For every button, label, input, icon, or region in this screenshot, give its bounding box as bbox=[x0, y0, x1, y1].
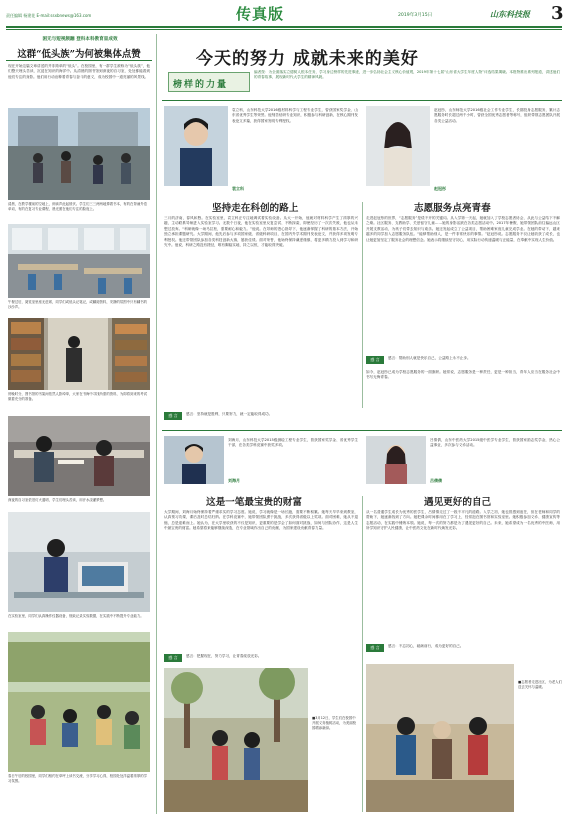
masthead bbox=[0, 0, 570, 28]
label-remark-b: 感 言 bbox=[366, 356, 384, 364]
left-rule bbox=[6, 60, 152, 61]
portrait-profile-2 bbox=[366, 106, 430, 186]
banner-label: 榜样的力量 bbox=[173, 80, 229, 90]
masthead-rule-thin bbox=[6, 29, 562, 30]
profile-3-name: 刘海月 bbox=[228, 478, 240, 483]
label-remark-a: 感 言 bbox=[164, 412, 182, 420]
photo-morning-reading bbox=[8, 108, 150, 200]
profile-1-text: 袁立科，山东科技大学2016级材料科学与工程专业学生，曾获国家奖学金、山东省优秀学生等荣誉。他刻苦钻研专业知识，积极参与科研创新，在核心期刊发表论文多篇，获得国家发明专利授权。 bbox=[232, 108, 358, 123]
portrait-profile-3 bbox=[164, 436, 224, 484]
caption-reading-room: 午餐过后，阅览室里座无虚席，同学们或低头记笔记，或翻阅资料，安静的氛围中只有翻书的沙沙声。 bbox=[8, 300, 148, 309]
photo-library-shelves bbox=[8, 318, 150, 390]
issue-date: 2019年3月15日 bbox=[398, 13, 433, 18]
remark-d: 感言：不忘初心，砥砺前行，成为更好的自己。 bbox=[388, 644, 464, 648]
body-better-self: 从一名普通学生成长为优秀的医学生，吕倩倩走过了一段不平凡的道路。入学之初，她也曾感到迷茫，但在老师和同学的帮助下，她逐渐找到了方向。她把课余时间都用在了学习上，经常泡在图书馆和实验室里。她积极参加义诊、健康宣传等志愿活动，在实践中锤炼本领。她说，每一次的努力都是为了遇见更好的自己。未来，她希望成为一名优秀的中医师，用所学知识守护人民健康，让中医药文化在新时代焕发光彩。 bbox=[366, 510, 560, 531]
profile-2-name: 赵冠彤 bbox=[434, 186, 446, 191]
photo-lawn-reading bbox=[8, 632, 150, 772]
banner-label-box bbox=[168, 72, 250, 92]
body-treasure: 大学期间，刘海月始终保持着严谨求实的学习态度。她说，学习就像是一场长跑，需要不断积累。她每天早早来到教室，认真预习功课，课后及时总结归纳。在学科竞赛中，她带领团队勇于挑战，多次获得省级以上奖项。面对困难，她从不退缩，总是迎难而上。她认为，在大学里收获的不仅是知识，更重要的是学会了如何面对挑战、如何与团队协作，这是人生中最宝贵的财富。她希望将来能够继续深造，在专业领域作出自己的贡献，为国家建设贡献青春力量。 bbox=[164, 510, 358, 531]
profile-2-text: 赵冠彤，山东师范大学2016级社会工作专业学生，长期投身志愿服务，累计志愿服务时长超过两千小时，曾获全国优秀志愿者等称号，组织带领志愿团队开展各类公益活动。 bbox=[434, 108, 560, 123]
body-volunteer-cont: 如今，赵冠彤已成为学校志愿服务的一面旗帜。她常说，志愿服务是一种责任，更是一种担当，青年人应当在服务社会中书写无悔青春。 bbox=[366, 370, 560, 380]
masthead-info: 责任编辑 杨建花 E-mail:ssxbnews@163.com bbox=[6, 13, 92, 18]
section-title: 传真版 bbox=[236, 5, 285, 23]
caption-tree-planting: ■3月12日，学生们在校园中开展义务植树活动，为美丽校园增添新绿。 bbox=[312, 716, 357, 730]
label-remark-c: 感 言 bbox=[164, 654, 182, 662]
caption-library: 傍晚时分，图书馆的书架间依然人影绰绰，大家在书海中寻找所需的资料，为即将到来的考试做着充分的准备。 bbox=[8, 392, 148, 401]
column-divider bbox=[156, 34, 157, 814]
portrait-profile-1 bbox=[164, 106, 228, 186]
label-remark-d: 感 言 bbox=[366, 644, 384, 652]
caption-night: 深夜的自习室依旧灯火通明，学生们埋头苦读，用汗水浇灌梦想。 bbox=[8, 498, 107, 502]
subhead-better-self: 遇见更好的自己 bbox=[424, 497, 492, 508]
headline-rule bbox=[162, 100, 562, 101]
inner-divider-2 bbox=[362, 496, 363, 812]
paper-logo: 山东科技报 bbox=[490, 9, 530, 19]
photo-night-study bbox=[8, 416, 150, 496]
inner-divider-1 bbox=[362, 202, 363, 408]
main-headline: 今天的努力 成就未来的美好 bbox=[196, 49, 419, 69]
photo-tree-planting bbox=[164, 668, 308, 812]
page-number: 3 bbox=[551, 3, 564, 24]
left-column bbox=[6, 32, 152, 816]
profile-4-name: 吕倩倩 bbox=[430, 478, 442, 483]
mid-rule bbox=[162, 430, 562, 431]
caption-morning: 清晨，在教学楼前的空地上，朗读声此起彼伏。学生们三三两两地捧着书本，有的在背诵外语单词，有的在复习专业课程，晨光照在他们专注的脸庞上。 bbox=[8, 202, 148, 211]
remark-c: 感言：把握现在，努力学习，让青春绽放光彩。 bbox=[186, 654, 262, 658]
subhead-science: 坚持走在科创的路上 bbox=[212, 203, 299, 214]
caption-lawn: 春日午后的校园里，同学们相约在草坪上读书交流，分享学习心得，校园处处洋溢着浓厚的学习氛围。 bbox=[8, 774, 148, 783]
remark-a: 感言：坚持就是胜利，只要努力，就一定能取得成功。 bbox=[186, 412, 273, 416]
left-lead: 现在开始这篇文章讲述的并非简单的“低头”。在校园里，有一群学生被称为“低头族”，他们整天埋头苦读，沉浸在知识的海洋中。从清晨的图书馆到深夜的自习室，处处都能看到他们专注的身影。他们用行动诠释着青春与奋斗的意义，成为校园中一道亮丽的风景线。 bbox=[8, 64, 150, 79]
body-science: 三月的济南，春风和煦。在实验室里，袁立科正专注地调试着实验设备。从大一开始，他就对材料科学产生了浓厚的兴趣，主动联系导师进入实验室学习。无数个日夜，他在实验室里反复尝试、不断探索，即使经历了一次次失败，他也从未想过放弃。“科研就像一场马拉松，需要耐心和毅力。”他说。在导师的悉心指导下，他逐渐掌握了科研的基本方法，开始独立承担课题研究。大学期间，他先后参与多项国家级、省级科研项目，在国内外学术期刊发表论文，并获得多项发明专利授权。他还带领团队参加各类科技创新大赛，屡获佳绩。面对荣誉，他始终保持谦虚谨慎，将更多精力投入到学习和研究中。他说，科研之路没有捷径，唯有脚踏实地、持之以恒，才能取得突破。 bbox=[164, 216, 358, 248]
photo-community-service bbox=[366, 664, 514, 812]
photo-reading-room bbox=[8, 224, 150, 298]
masthead-rule bbox=[6, 26, 562, 28]
left-kicker: 困无与短视频蹦 登科本科教育显成效 bbox=[42, 37, 118, 42]
body-volunteer: 走进赵冠彤的世界，“志愿服务”是绕不开的关键词。从入学第一天起，她就加入了学校志愿者协会，从此与公益结下不解之缘。社区服务、支教助学、关爱留守儿童……她的身影活跃在各类志愿活动中。2017年暑假，她带领团队前往偏远山区开展支教活动，为孩子们带去知识与欢乐。她还发起成立了公益项目，帮助困难家庭儿童完成学业。在她的带动下，越来越多的同学加入志愿服务队伍。“能够帮助别人，是一件非常快乐的事情。”赵冠彤说。志愿服务不仅让她收获了成长，也让她更加坚定了服务社会的理想信念。她表示将继续坚守初心，用实际行动传递温暖与正能量，在奉献中实现人生价值。 bbox=[366, 216, 560, 242]
left-headline: 这群“低头族”为何被集体点赞 bbox=[17, 49, 141, 60]
profile-3-text: 刘海月，山东科技大学2015级测绘工程专业学生，曾获国家奖学金、省优秀学生干部，在各类学科竞赛中获奖多项。 bbox=[228, 438, 358, 448]
subhead-volunteer: 志愿服务点亮青春 bbox=[414, 203, 491, 214]
remark-b: 感言：帮助别人就是快乐自己，公益路上永不止步。 bbox=[388, 356, 471, 360]
subhead-treasure: 这是一笔最宝贵的财富 bbox=[206, 497, 302, 508]
photo-laboratory bbox=[8, 512, 150, 612]
profile-4-text: 吕倩倩，山东中医药大学2015级中医学专业学生，曾获国家励志奖学金，热心公益事业，多次参与义诊活动。 bbox=[430, 438, 560, 448]
portrait-profile-4 bbox=[366, 436, 426, 484]
caption-community: ■志愿者走进社区，为老人们送去关怀与温暖。 bbox=[518, 680, 562, 689]
caption-lab: 在实验室里，同学们认真操作仪器设备，细致记录实验数据，在实践中不断提升专业能力。 bbox=[8, 614, 144, 618]
profile-1-name: 袁立科 bbox=[232, 186, 244, 191]
editor-note: 编者按：为全面落实立德树人根本任务，学习身边榜样的先进事迹，进一步弘扬社会主义核心价值观，2019年第十七届“山东省大学生年度人物”评选结果揭晓。本报特推出系列报道，讲述他们的青春故事，展现新时代大学生的精神风貌。 bbox=[254, 70, 560, 80]
